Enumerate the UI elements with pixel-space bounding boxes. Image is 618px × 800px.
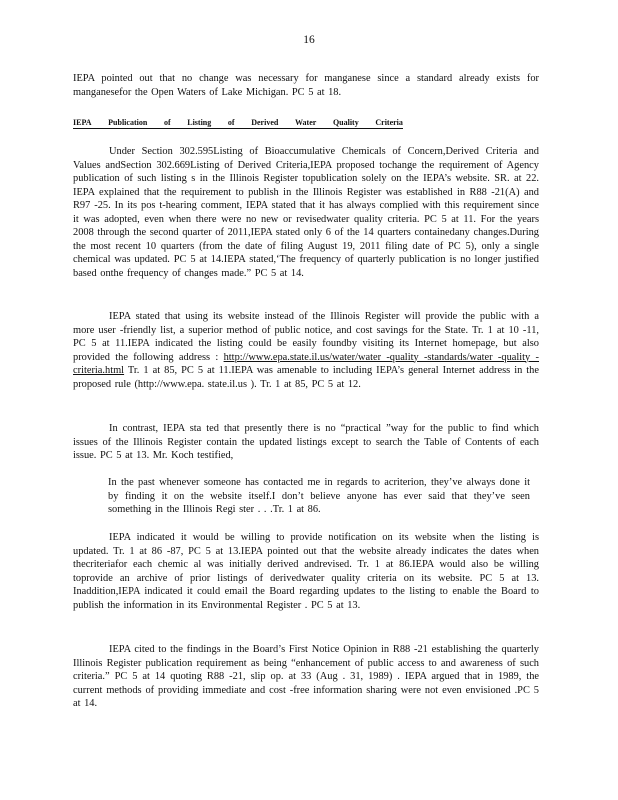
paragraph-text: IEPA indicated it would be willing to provide notification on its website when the listing is updated. Tr. 1 at 86 -87, PC 5 at 13.IEPA pointed out that the website already indicates the dates when thecriteriafor each chemic al was initially derived andrevised. Tr. 1 at 86.IEPA would also be willing toprovide an archive of prior listings of derivedwater quality criteria on its website. PC 5 at 13. Inaddition,IEPA indicated it could email the Board regarding updates to the listing to enable the Board to publish the information in its Environmental Register . PC 5 at 13. (73, 532, 539, 611)
heading-word: of (163, 118, 171, 127)
section-heading (73, 118, 403, 129)
paragraph-text-b: Tr. 1 at 85, PC 5 at 11.IEPA was amenable to including IEPA’s general Internet address in the proposed rule (http://www.epa. state.il.us ). Tr. 1 at 85, PC 5 at 12. (73, 365, 539, 390)
heading-word: Water (294, 118, 317, 127)
paragraph-text: IEPA cited to the findings in the Board’s First Notice Opinion in R88 -21 establishing the quarterly Illinois Register publication requirement as being “enhancement of public access to and awareness of such criteria.” PC 5 at 14 quoting R88 -21, slip op. at 33 (Aug . 31, 1989) . IEPA argued that in 1989, the current methods of providing immediate and cost -free information sharing were not even envisioned .PC 5 at 14. (73, 644, 539, 709)
heading-word: IEPA (73, 118, 92, 127)
paragraph-manganese (73, 72, 539, 99)
heading-word: Criteria (375, 118, 403, 127)
paragraph-notification (73, 531, 539, 612)
heading-word: Listing (187, 118, 212, 127)
criteria-url-link[interactable]: http://www.epa.state.il.us/water/water -quality -standards/water -quality -criteria.html (73, 351, 539, 376)
heading-word: Derived (251, 118, 279, 127)
paragraph-in-contrast (73, 422, 539, 463)
paragraph-section-302 (73, 145, 539, 280)
paragraph-text: In contrast, IEPA sta ted that presently there is no “practical ”way for the public to find which issues of the Illinois Register contain the updated listings except to search the Table of Contents of each issue. PC 5 at 13. Mr. Koch testified, (73, 423, 539, 461)
paragraph-text (73, 310, 539, 391)
paragraph-text: Under Section 302.595Listing of Bioaccumulative Chemicals of Concern,Derived Criteria and Values andSection 302.669Listing of Derived Criteria,IEPA proposed tochange the requirement of Agency publication of such listing s in the Illinois Register topublication solely on the IEPA’s website. SR. at 22. IEPA explained that the requirement to publish in the Illinois Register was established in R88 -21(A) and R97 -25. In its pos t-hearing comment, IEPA stated that it has always complied with this requirement since it was adopted, even when there were no new or revisedwater quality criteria. PC 5 at 11. For the years 2008 through the second quarter of 2011,IEPA stated only 6 of the 14 quarters containedany changes.During the most recent 10 quarters (from the date of filing August 19, 2011 filing date of PC 5), only a single chemical was updated. PC 5 at 14.IEPA stated,‘The frequency of quarterly publication is no longer justified based onthe frequency of changes made.” PC 5 at 14. (73, 146, 539, 279)
page-number: 16 (303, 34, 315, 46)
paragraph-text: IEPA pointed out that no change was necessary for manganese since a standard already exists for manganesefor the Open Waters of Lake Michigan. PC 5 at 18. (73, 73, 539, 98)
block-quote-koch (108, 476, 530, 517)
heading-word: Publication (108, 118, 148, 127)
paragraph-text-a: IEPA stated that using its website instead of the Illinois Register will provide the public with a more user -friendly list, a superior method of public notice, and cost savings for the State. Tr. 1 at 10 -11, PC 5 at 11.IEPA indicated the listing could be easily foundby visiting its Internet homepage, but also provided the following address : (73, 311, 539, 363)
paragraph-first-notice (73, 643, 539, 711)
quote-text: In the past whenever someone has contacted me in regards to acriterion, they’ve always done it by finding it on the website itself.I don’t believe anyone has ever said that they’ve seen something in the Illinois Regi ster . . .Tr. 1 at 86. (108, 477, 530, 515)
heading-word: of (227, 118, 235, 127)
heading-word: Quality (332, 118, 359, 127)
paragraph-website (73, 310, 539, 391)
